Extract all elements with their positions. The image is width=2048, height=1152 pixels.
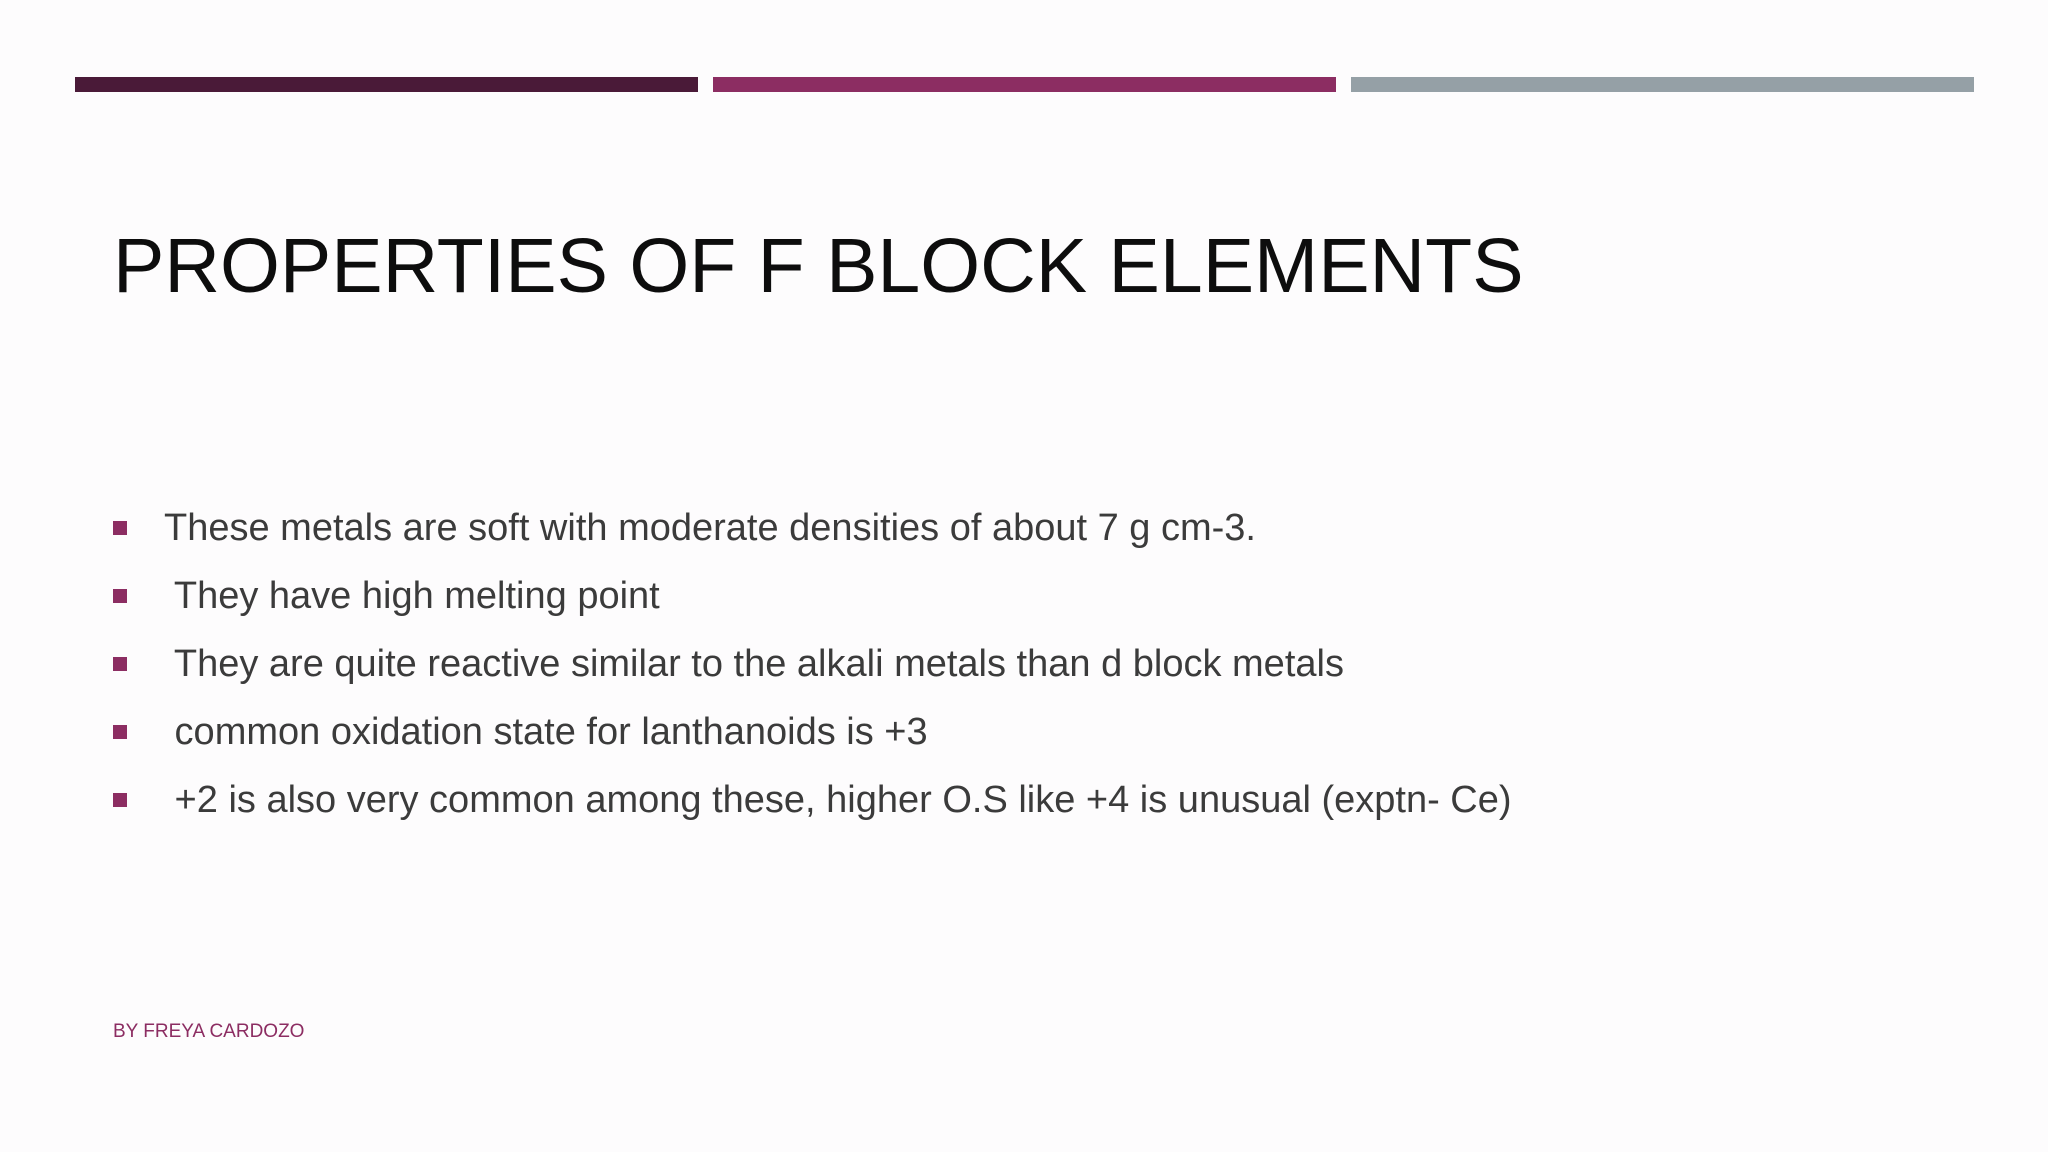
accent-bar-dark-plum — [75, 77, 698, 92]
bullet-text: +2 is also very common among these, higher O.S like +4 is unusual (exptn- Ce) — [164, 779, 1512, 821]
bullet-item — [113, 766, 1512, 834]
bullet-text: common oxidation state for lanthanoids is +3 — [164, 711, 928, 753]
bullet-text: They have high melting point — [164, 575, 660, 617]
square-bullet-icon — [113, 657, 127, 671]
accent-bar-gray — [1351, 77, 1974, 92]
footer-author: BY FREYA CARDOZO — [113, 1021, 305, 1042]
bullet-item — [113, 630, 1512, 698]
slide-title: PROPERTIES OF F BLOCK ELEMENTS — [113, 223, 1524, 309]
bullet-item — [113, 698, 1512, 766]
square-bullet-icon — [113, 521, 127, 535]
bullet-text: They are quite reactive similar to the alkali metals than d block metals — [164, 643, 1344, 685]
bullet-text: These metals are soft with moderate densities of about 7 g cm-3. — [164, 507, 1256, 549]
accent-bar-magenta — [713, 77, 1336, 92]
bullet-item — [113, 562, 1512, 630]
square-bullet-icon — [113, 793, 127, 807]
bullet-list — [113, 494, 1512, 834]
bullet-item — [113, 494, 1512, 562]
square-bullet-icon — [113, 589, 127, 603]
square-bullet-icon — [113, 725, 127, 739]
